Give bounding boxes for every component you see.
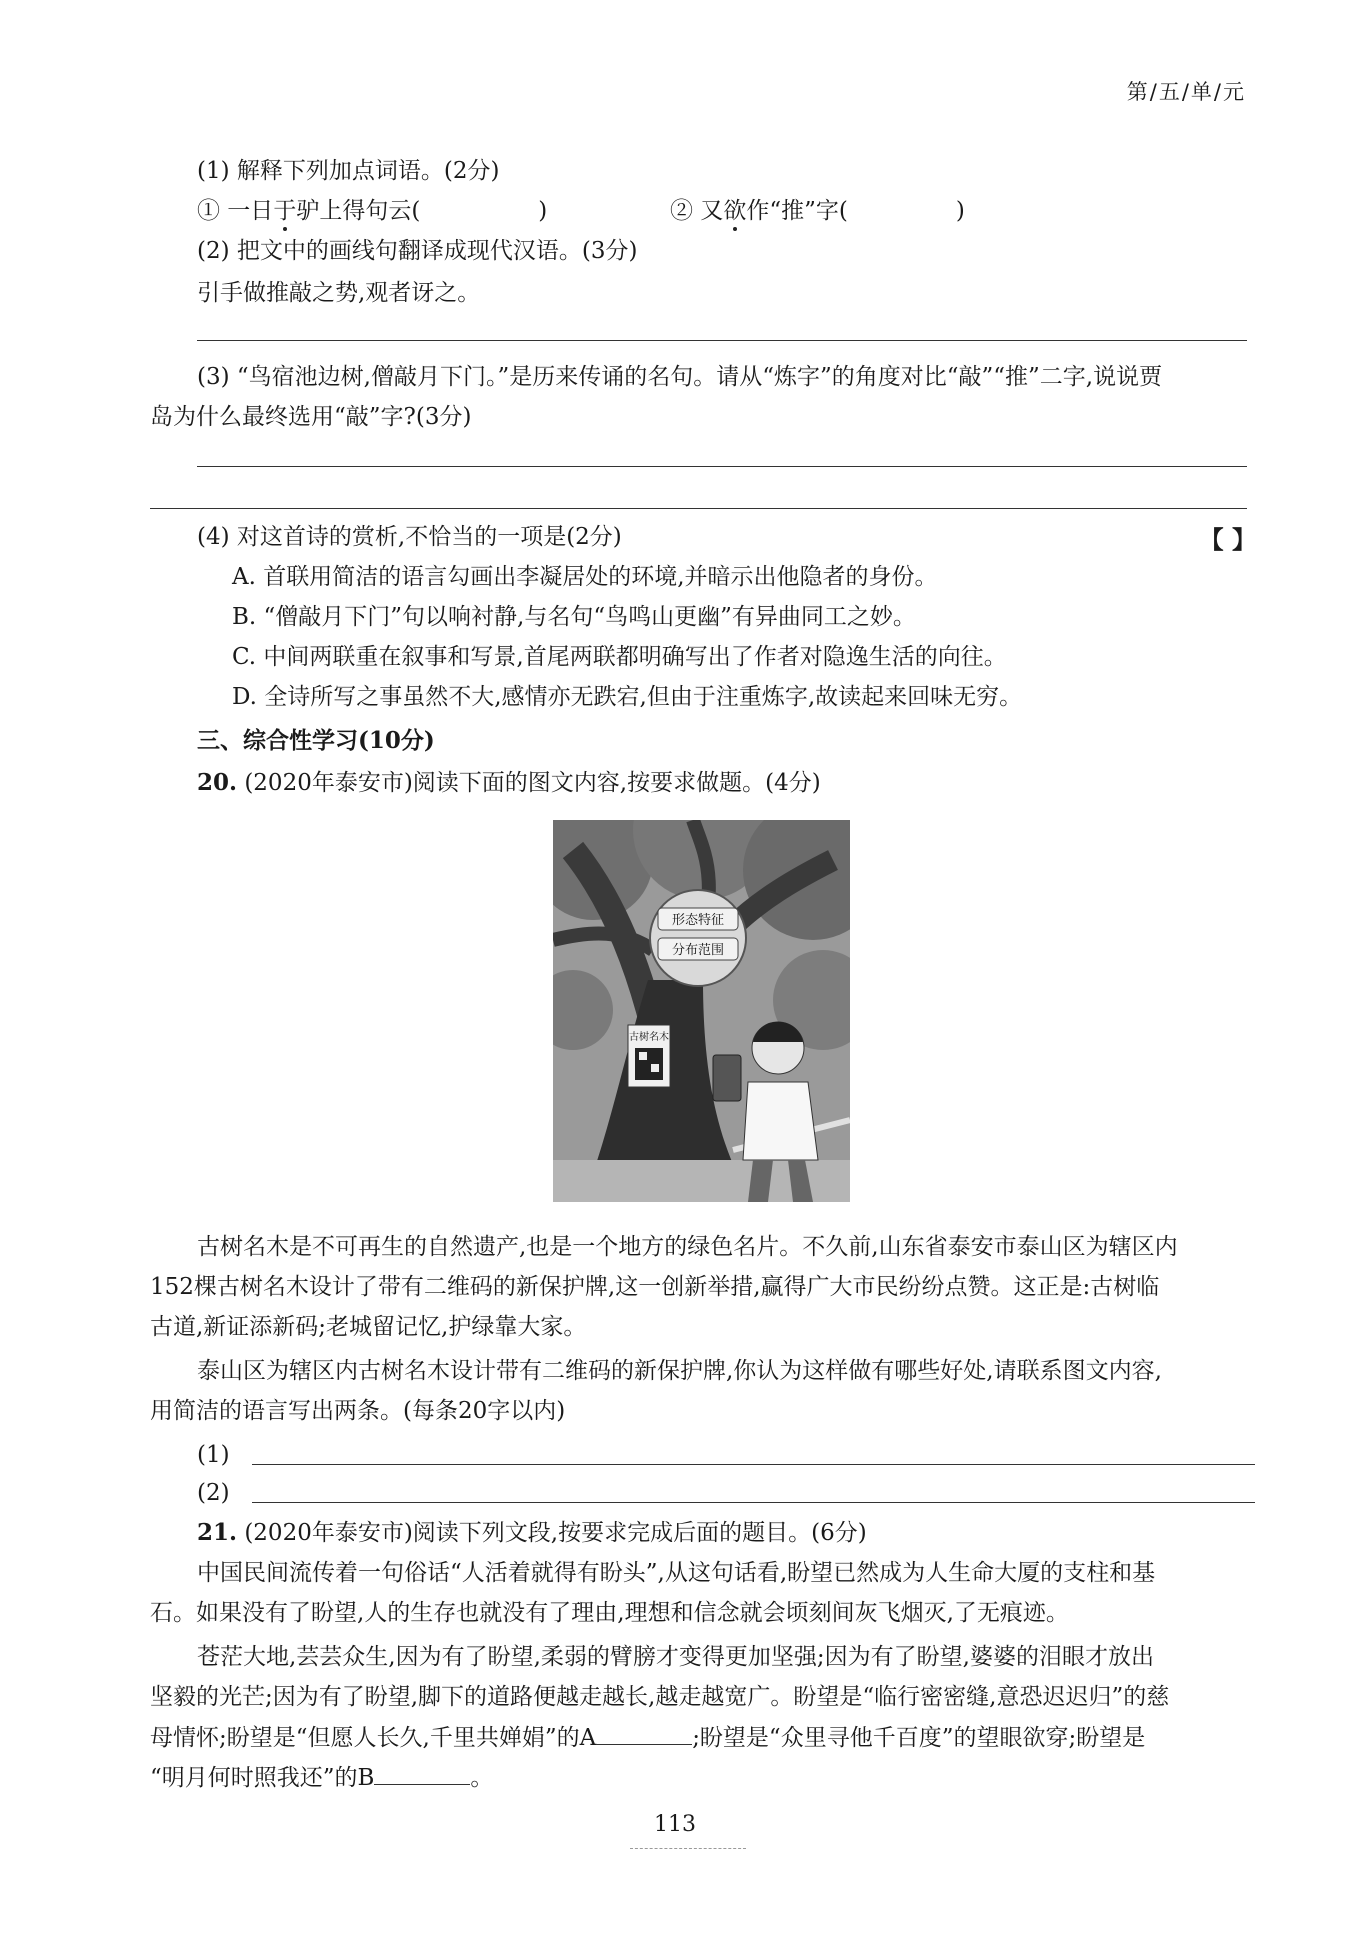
subquestion-4: (4) 对这首诗的赏析,不恰当的一项是(2分) — [197, 524, 622, 550]
section-title: 三、综合性学习(10分) — [197, 727, 435, 754]
plate-label: 古树名木 — [629, 1032, 669, 1043]
answer-line[interactable] — [197, 340, 1247, 341]
translate-sentence: 引手做推敲之势,观者讶之。 — [197, 280, 481, 306]
dotted-char: 于 — [273, 198, 297, 224]
subquestion-1a: ① 一日于驴上得句云( ) — [197, 198, 548, 224]
q21-para2-line2: 坚毅的光芒;因为有了盼望,脚下的道路便越走越长,越走越宽广。盼望是“临行密密缝,意恐迟迟归”的慈 — [150, 1684, 1170, 1710]
option-b: B. “僧敲月下门”句以响衬静,与名句“鸟鸣山更幽”有异曲同工之妙。 — [232, 604, 916, 630]
q20-para1-line1: 古树名木是不可再生的自然遗产,也是一个地方的绿色名片。不久前,山东省泰安市泰山区为辖区内 — [197, 1234, 1178, 1260]
q21-para2-line3: 母情怀;盼望是“但愿人长久,千里共婵娟”的A ;盼望是“众里寻他千百度”的望眼欲穿;盼望是 — [150, 1722, 1145, 1753]
option-c: C. 中间两联重在叙事和写景,首尾两联都明确写出了作者对隐逸生活的向往。 — [232, 644, 1007, 670]
question-20-stem: 20. (2020年泰安市)阅读下面的图文内容,按要求做题。(4分) — [197, 769, 821, 796]
illustration-tree-qr — [553, 820, 850, 1202]
page-number: 113 — [654, 1812, 696, 1837]
subquestion-1b: ② 又欲作“推”字( ) — [670, 198, 965, 224]
q21-para2-line1: 苍茫大地,芸芸众生,因为有了盼望,柔弱的臂膀才变得更加坚强;因为有了盼望,婆婆的泪眼才放出 — [197, 1644, 1154, 1670]
q20-para1-line3: 古道,新证添新码;老城留记忆,护绿靠大家。 — [150, 1314, 587, 1340]
subquestion-3-line1: (3) “鸟宿池边树,僧敲月下门。”是历来传诵的名句。请从“炼字”的角度对比“敲”“推”二字,说说贾 — [197, 364, 1163, 390]
answer-line[interactable] — [150, 508, 1247, 509]
answer-label-2: (2) — [197, 1480, 230, 1506]
option-a: A. 首联用简洁的语言勾画出李凝居处的环境,并暗示出他隐者的身份。 — [232, 564, 938, 590]
q21-para1-line1: 中国民间流传着一句俗话“人活着就得有盼头”,从这句话看,盼望已然成为人生命大厦的支柱和基 — [197, 1560, 1156, 1586]
option-d: D. 全诗所写之事虽然不大,感情亦无跌宕,但由于注重炼字,故读起来回味无穷。 — [232, 684, 1023, 710]
question-21-stem: 21. (2020年泰安市)阅读下列文段,按要求完成后面的题目。(6分) — [197, 1519, 867, 1546]
q21-para2-line4: “明月何时照我还”的B 。 — [150, 1762, 493, 1793]
answer-bracket[interactable]: 【 】 — [1199, 525, 1256, 554]
q20-para2-line1: 泰山区为辖区内古树名木设计带有二维码的新保护牌,你认为这样做有哪些好处,请联系图文内容, — [197, 1358, 1162, 1384]
blank-a[interactable] — [596, 1722, 692, 1745]
dotted-char: 欲 — [723, 198, 747, 224]
answer-line-1[interactable] — [252, 1464, 1255, 1465]
answer-label-1: (1) — [197, 1442, 230, 1468]
answer-line[interactable] — [197, 466, 1247, 467]
page-number-divider — [630, 1848, 746, 1849]
q21-para1-line2: 石。如果没有了盼望,人的生存也就没有了理由,理想和信念就会顷刻间灰飞烟灭,了无痕迹。 — [150, 1600, 1069, 1626]
tag-label-bottom: 分布范围 — [671, 943, 725, 958]
subquestion-1: (1) 解释下列加点词语。(2分) — [197, 158, 500, 184]
subquestion-3-line2: 岛为什么最终选用“敲”字?(3分) — [150, 404, 472, 430]
tag-label-top: 形态特征 — [671, 913, 725, 928]
blank-b[interactable] — [374, 1762, 470, 1785]
subquestion-2: (2) 把文中的画线句翻译成现代汉语。(3分) — [197, 238, 638, 264]
q20-para2-line2: 用简洁的语言写出两条。(每条20字以内) — [150, 1398, 566, 1424]
q20-para1-line2: 152棵古树名木设计了带有二维码的新保护牌,这一创新举措,赢得广大市民纷纷点赞。这正是:古树临 — [150, 1274, 1160, 1300]
unit-header: 第/五/单/元 — [1126, 80, 1246, 104]
answer-line-2[interactable] — [252, 1502, 1255, 1503]
